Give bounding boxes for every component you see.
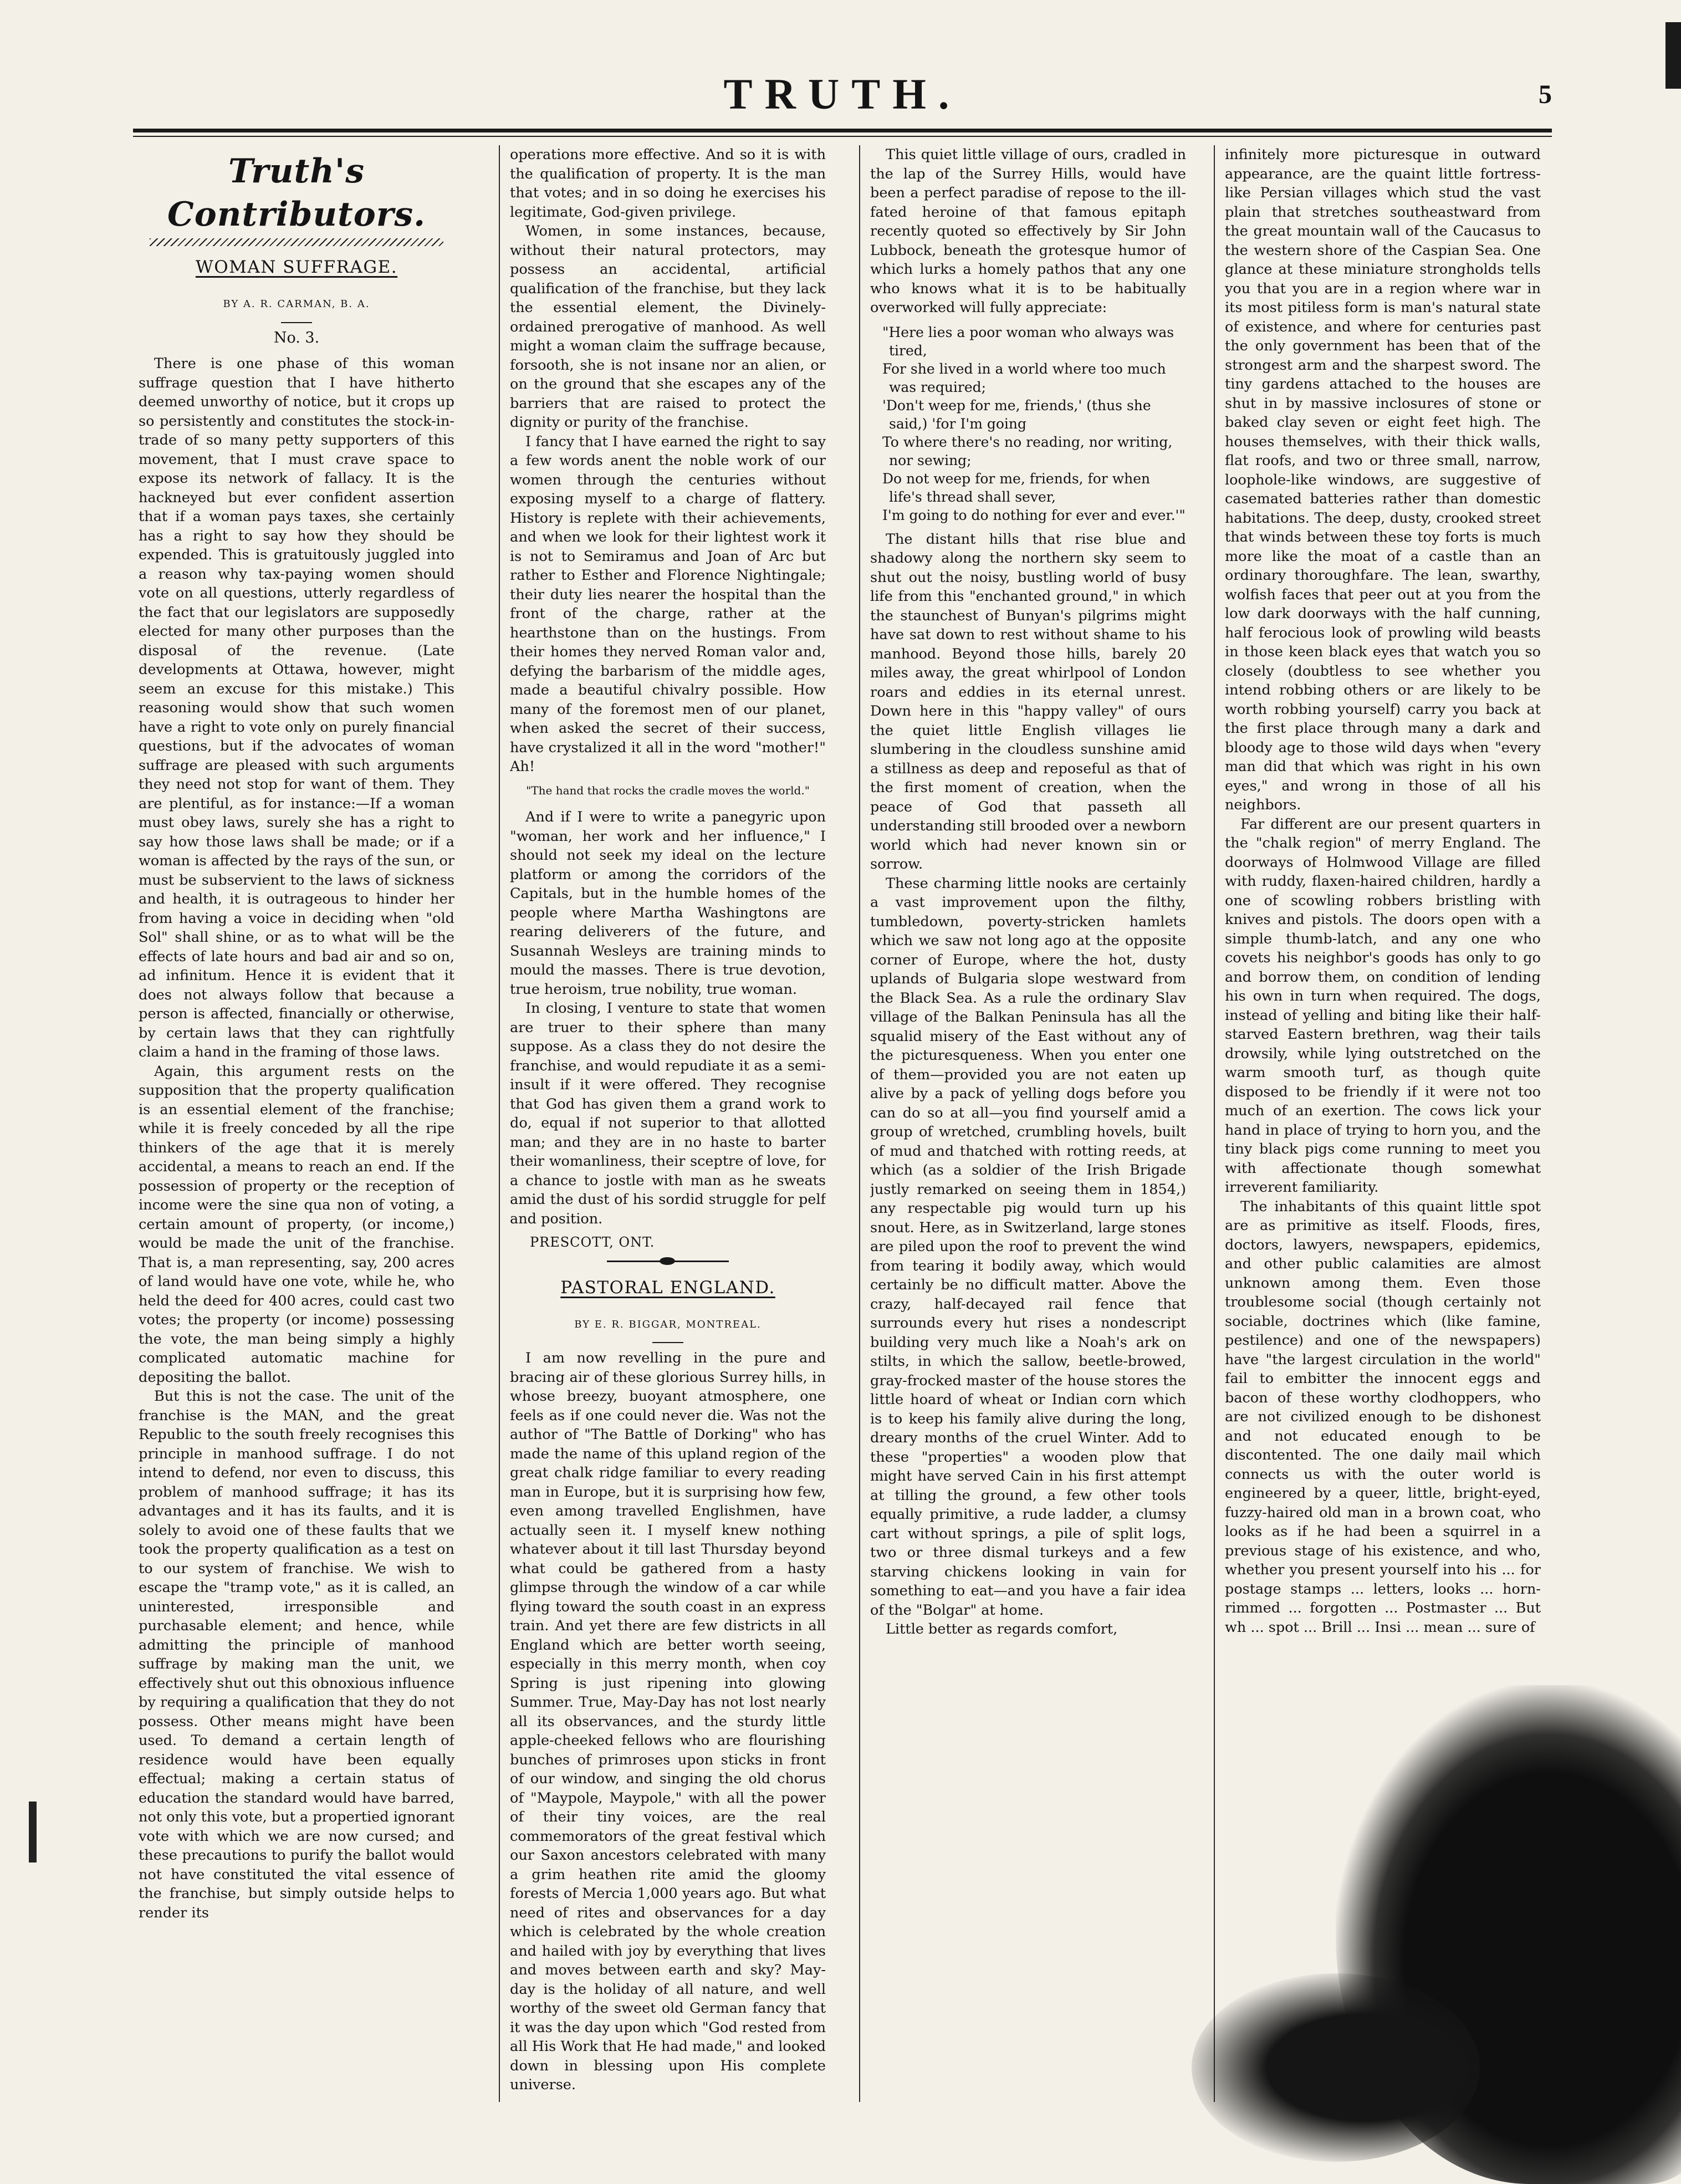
ink-damage <box>1192 1973 1480 2162</box>
verse-line: 'Don't weep for me, friends,' (thus she said,) 'for I'm going <box>882 397 1151 432</box>
verse-line: I'm going to do nothing for ever and ever.'" <box>882 507 1186 523</box>
masthead-title: TRUTH. <box>723 70 962 118</box>
department-title: Truth's Contributors. <box>167 152 426 234</box>
page-number: 5 <box>1539 80 1552 109</box>
paragraph: The inhabitants of this quaint little spot are as primitive as itself. Floods, fires, doctors, lawyers, newspapers, epidemics, and other public calamities are almost unknown among them. Even those troublesome social (though certainly not sociable, doctrines which (like famine, pestilence) and one of the newspapers) have "the largest circulation in the world" fail to embitter the innocent eggs and bacon of these worthy clodhoppers, who are not civilized enough to be dishonest and not educated enough to be discontented. The one daily mail which connects us with the outer world is engineered by a queer, little, bright-eyed, fuzzy-haired old man in a brown coat, who looks as if he had been a squirrel in a previous stage of his existence, and who, whether you present yourself into his ... for postage stamps ... letters, looks ... horn-rimmed ... forgotten ... Postmaster ... But wh ... spot ... Brill ... Insi ... mean ... sure of <box>1225 1198 1541 1636</box>
article-signoff: PRESCOTT, ONT. <box>530 1234 655 1250</box>
column-2 <box>510 145 826 2102</box>
section-separator <box>607 1259 729 1263</box>
article-title: PASTORAL ENGLAND. <box>560 1277 775 1298</box>
short-rule <box>281 322 312 323</box>
paragraph: There is one phase of this woman suffrage question that I have hitherto deemed unworthy of notice, but it crops up so persistently and constitutes the stock-in-trade of so many petty supporters of this movement, that I must crave space to expose its network of fallacy. It is the hackneyed but ever confident assertion that if a woman pays taxes, she certainly has a right to say how they should be expended. This is gratuitously juggled into a reason why tax-paying women should vote on all questions, utterly regardless of the fact that our legislators are supposedly elected for many other purposes than the disposal of the revenue. (Late developments at Ottawa, however, might seem an excuse for this mistake.) This reasoning would show that such women have a right to vote only on purely financial questions, but if the advocates of woman suffrage are pleased with such arguments they need not stop for want of them. They are plentiful, as for instance:—If a woman must obey laws, surely she has a right to say how those laws shall be made; or if a woman is affected by the rays of the sun, or must be subservient to the laws of sickness and health, it is outrageous to hinder her from having a voice in deciding when "old Sol" shall shine, or as to what will be the effects of late hours and bad air and so on, ad infinitum. Hence it is evident that it does not always follow that because a person is affected, financially or otherwise, by certain laws that they can rightfully claim a hand in the framing of those laws. <box>139 355 454 1060</box>
epitaph-verse <box>882 323 1186 524</box>
wavy-rule <box>150 238 443 246</box>
masthead <box>133 69 1552 136</box>
column-rule <box>499 145 500 2102</box>
paragraph: operations more effective. And so it is with the qualification of property. It is the man that votes; and in so doing he exercises his legitimate, God-given privilege. <box>510 146 826 221</box>
column-1 <box>139 145 454 2102</box>
paragraph: In closing, I venture to state that women are truer to their sphere than many suppose. As a class they do not desire the franchise, and would repudiate it as a semi-insult if it were offered. They recognise that God has given them a grand work to do, equal if not superior to that allotted man; and they are in no haste to barter their womanliness, their sceptre of love, for a chance to jostle with man as he sweats amid the dust of his sordid struggle for pelf and position. <box>510 1000 826 1227</box>
edge-mark <box>1665 22 1681 89</box>
verse-line: For she lived in a world where too much was required; <box>882 360 1166 395</box>
paragraph: The distant hills that rise blue and shadowy along the northern sky seem to shut out the noisy, bustling world of busy life from this "enchanted ground," in which the staunchest of Bunyan's pilgrims might have sat down to rest without shame to his manhood. Beyond those hills, barely 20 miles away, the great whirlpool of London roars and eddies in its eternal unrest. Down here in this "happy valley" of ours the quiet little English villages lie slumbering in the cloudless sunshine amid a stillness as deep and reposeful as that of the first moment of creation, when the peace of God that passeth all understanding still brooded over a newborn world which had never known sin or sorrow. <box>870 530 1186 872</box>
paragraph: I am now revelling in the pure and bracing air of these glorious Surrey hills, in whose breezy, buoyant atmosphere, one feels as if one could never die. Was not the author of "The Battle of Dorking" who has made the name of this upland region of the great chalk ridge familiar to every reading man in Europe, but it is surprising how few, even among travelled Englishmen, have actually seen it. I myself knew nothing whatever about it till last Thursday beyond what could be gathered from a hasty glimpse through the window of a car while flying toward the south coast in an express train. And yet there are few districts in all England which are better worth seeing, especially in this merry month, when coy Spring is just ripening into glowing Summer. True, May-Day has not lost nearly all its observances, and the sturdy little apple-cheeked fellows who are flourishing bunches of primroses upon sticks in front of our window, and singing the old chorus of "Maypole, Maypole," with all the power of their tiny voices, are the real commemorators of the great festival which our Saxon ancestors celebrated with many a grim heathen rite amid the gloomy forests of Mercia 1,000 years ago. But what need of rites and observances for a day which is celebrated by the whole creation and hailed with joy by everything that lives and moves between earth and sky? May-day is the holiday of all nature, and well worthy of the sweet old German fancy that it was the day upon which "God rested from all His Work that He had made," and looked down in blessing upon His complete universe. <box>510 1350 826 2093</box>
verse-line: "Here lies a poor woman who always was tired, <box>882 324 1174 359</box>
column-rule <box>1214 145 1215 2102</box>
paragraph: But this is not the case. The unit of the franchise is the MAN, and the great Republic to the south freely recognises this principle in manhood suffrage. I do not intend to defend, nor even to discuss, this problem of manhood suffrage; it has its advantages and it has its faults, and it is solely to avoid one of these faults that we took the property qualification as a test on to our system of franchise. We wish to escape the "tramp vote," as it is called, an uninterested, irresponsible and purchasable element; and hence, while admitting the principle of manhood suffrage by making man the unit, we effectively shut out this obnoxious influence by requiring a qualification that they do not possess. Other means might have been used. To demand a certain length of residence would have been equally effectual; making a certain status of education the standard would have barred, not only this vote, but a propertied ignorant vote with which we are now cursed; and these precautions to purify the ballot would not have constituted the vital essence of the franchise, but simply outside helps to render its <box>139 1388 454 1921</box>
paragraph: Again, this argument rests on the supposition that the property qualification is an essential element of the franchise; while it is freely conceded by all the ripe thinkers of the age that it is merely accidental, a means to reach an end. If the possession of property or the reception of income were the sine qua non of voting, a certain amount of property, (or income,) would be made the unit of the franchise. That is, a man representing, say, 200 acres of land would have one vote, while he, who held the deed for 400 acres, could cast two votes; the property (or income) possessing the vote, the man being simply a highly complicated automatic machine for depositing the ballot. <box>139 1063 454 1386</box>
verse-line: To where there's no reading, nor writing, nor sewing; <box>882 433 1173 468</box>
pull-quote: "The hand that rocks the cradle moves the world." <box>526 783 810 797</box>
masthead-rule-thin <box>133 136 1552 137</box>
paragraph: I fancy that I have earned the right to say a few words anent the noble work of our women through the centuries without exposing myself to a charge of flattery. History is replete with their achievements, and when we look for their lightest work it is not to Semiramus and Joan of Arc but rather to Esther and Florence Nightingale; their duty lies nearer the hospital than the front of the charge, rather at the hearthstone than on the hustings. From their homes they nerved Roman valor and, defying the barbarism of the middle ages, made a beautiful chivalry possible. How many of the foremost men of our planet, when asked the secret of their success, have crystalized it all in the word "mother!" Ah! <box>510 433 826 775</box>
margin-mark <box>29 1802 37 1862</box>
column-rule <box>859 145 860 2102</box>
article-byline: BY E. R. BIGGAR, MONTREAL. <box>574 1318 762 1330</box>
paragraph: Little better as regards comfort, <box>886 1621 1118 1637</box>
paragraph: These charming little nooks are certainly a vast improvement upon the filthy, tumbledown, poverty-stricken hamlets which we saw not long ago at the opposite corner of Europe, where the hot, dusty uplands of Bulgaria slope westward from the Black Sea. As a rule the ordinary Slav village of the Balkan Peninsula has all the squalid misery of the East without any of the picturesqueness. When you enter one of them—provided you are not eaten up alive by a pack of yelling dogs before you can do so at all—you find yourself amid a group of wretched, crumbling hovels, built of mud and thatched with rotting reeds, at which (as a soldier of the Irish Brigade justly remarked on seeing them in 1854,) any respectable pig would turn up his snout. Here, as in Switzerland, large stones are piled upon the roof to prevent the wind from tearing it bodily away, which would certainly be no difficult matter. Above the crazy, half-decayed rail fence that surrounds every hut rises a nondescript building very much like a Noah's ark on stilts, in which the sallow, beetle-browed, gray-frocked master of the house stores the little hoard of wheat or Indian corn which is to keep his family alive during the long, dreary months of the cruel Winter. Add to these "properties" a wooden plow that might have served Cain in his first attempt at tilling the ground, a few other tools equally primitive, a rude ladder, a clumsy cart without springs, a pile of split logs, two or three dismal turkeys and a few starving chickens looking in vain for something to eat—and you have a fair idea of the "Bolgar" at home. <box>870 875 1186 1619</box>
paragraph: Women, in some instances, because, without their natural protectors, may possess an accidental, artificial qualification of the franchise, but they lack the essential element, the Divinely-ordained prerogative of manhood. As well might a woman claim the suffrage because, forsooth, she is not insane nor an alien, or on the ground that she escapes any of the barriers that are raised to protect the dignity or purity of the franchise. <box>510 223 826 431</box>
paragraph: Far different are our present quarters in the "chalk region" of merry England. The doorways of Holmwood Village are filled with ruddy, flaxen-haired children, hardly a one of scowling robbers bristling with knives and pistols. The doors open with a simple thumb-latch, and any one who covets his neighbor's goods has only to go and borrow them, on condition of lending his own in turn when required. The dogs, instead of yelling and biting like their half-starved Eastern brethren, wag their tails drowsily, while lying outstretched on the warm smooth turf, as though quite disposed to be friendly if it were not too much of an exertion. The cows lick your hand in place of trying to horn you, and the tiny black pigs come running to meet you with affectionate though somewhat irreverent familiarity. <box>1225 815 1541 1196</box>
paragraph: And if I were to write a panegyric upon "woman, her work and her influence," I should not seek my ideal on the lecture platform or among the corridors of the Capitals, but in the humble homes of the people where Martha Washingtons are rearing deliverers of the future, and Susannah Wesleys are training minds to mould the masses. There is true devotion, true heroism, true nobility, true woman. <box>510 809 826 998</box>
short-rule <box>652 1342 683 1343</box>
paragraph: This quiet little village of ours, cradled in the lap of the Surrey Hills, would have been a perfect paradise of repose to the ill-fated heroine of that famous epitaph recently quoted so effectively by Sir John Lubbock, beneath the grotesque humor of which lurks a homely pathos that any one who knows what it is to be habitually overworked will fully appreciate: <box>870 146 1186 316</box>
verse-line: Do not weep for me, friends, for when life's thread shall sever, <box>882 470 1151 505</box>
article-byline: BY A. R. CARMAN, B. A. <box>223 298 370 310</box>
paragraph: infinitely more picturesque in outward appearance, are the quaint little fortress-like Persian villages which stud the vast plain that stretches southeastward from the great mountain wall of the Caucasus to the western shore of the Caspian Sea. One glance at these miniature strongholds tells you that you are in a region where war in its most pitiless form is man's natural state of existence, and where for centuries past the only government has been that of the strongest arm and the sharpest sword. The tiny gardens attached to the houses are shut in by massive inclosures of stone or baked clay seven or eight feet high. The houses themselves, with their thick walls, flat roofs, and two or three small, narrow, loophole-like windows, are suggestive of casemated batteries rather than domestic habitations. The deep, dusty, crooked street that winds between these toy forts is much more like the moat of a castle than an ordinary thoroughfare. The lean, swarthy, wolfish faces that peer out at you from the low dark doorways with the half cunning, half ferocious look of prowling wild beasts in those keen black eyes that watch you so closely (doubtless to see whether you intend robbing others or are likely to be worth robbing yourself) carry you back at the first place through many a dark and bloody age to those wild days when "every man did that which was right in his own eyes," and wrong in those of all his neighbors. <box>1225 146 1541 813</box>
article-number: No. 3. <box>273 329 320 346</box>
masthead-rule-thick <box>133 129 1552 132</box>
article-title: WOMAN SUFFRAGE. <box>195 257 398 277</box>
column-3 <box>870 145 1186 2102</box>
